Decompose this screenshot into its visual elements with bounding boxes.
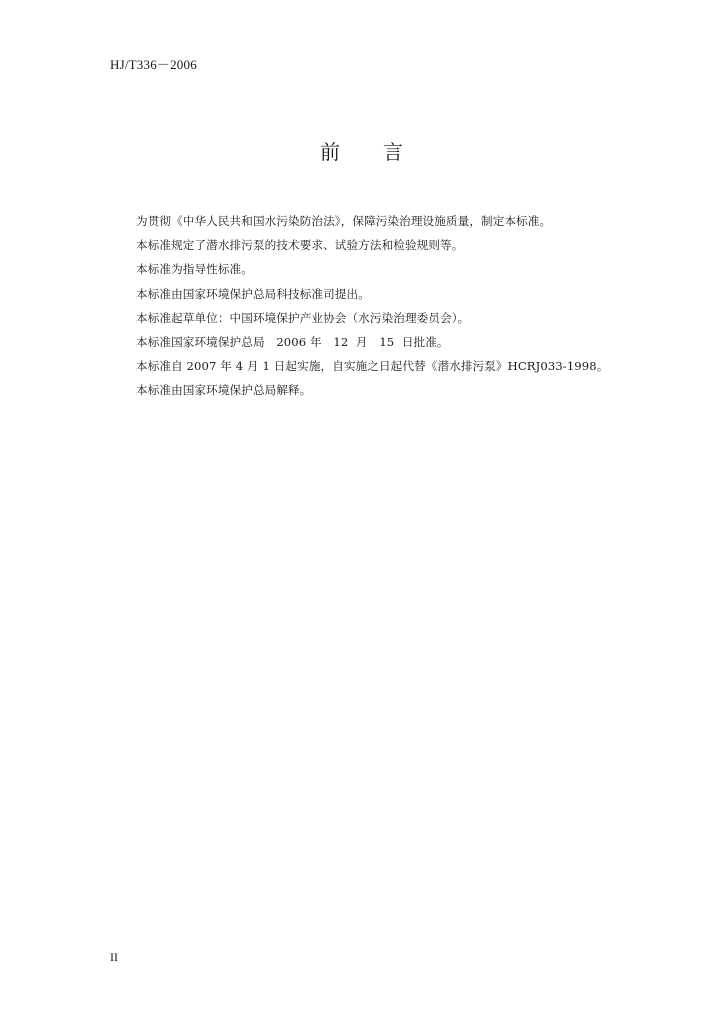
paragraph-effective-date: 本标准自 2007 年 4 月 1 日起实施，自实施之日起代替《潜水排污泵》HCRJ033-1998。 (136, 359, 609, 374)
foreword-body (136, 209, 676, 403)
paragraph-approval: 本标准国家环境保护总局 2006 年 12 月 15 日批准。 (136, 334, 449, 349)
paragraph-nature: 本标准为指导性标准。 (136, 262, 253, 277)
paragraph-drafting-unit: 本标准起草单位：中国环境保护产业协会（水污染治理委员会）。 (136, 310, 470, 325)
paragraph-scope: 本标准规定了潜水排污泵的技术要求、试验方法和检验规则等。 (136, 238, 464, 253)
paragraph-interpretation: 本标准由国家环境保护总局解释。 (136, 383, 312, 398)
standard-code-header: HJ/T336－2006 (110, 57, 197, 72)
paragraph-proposer: 本标准由国家环境保护总局科技标准司提出。 (136, 286, 370, 301)
page-title: 前 言 (320, 140, 404, 164)
paragraph-purpose: 为贯彻《中华人民共和国水污染防治法》，保障污染治理设施质量，制定本标准。 (136, 214, 552, 228)
page-number: II (110, 950, 118, 964)
